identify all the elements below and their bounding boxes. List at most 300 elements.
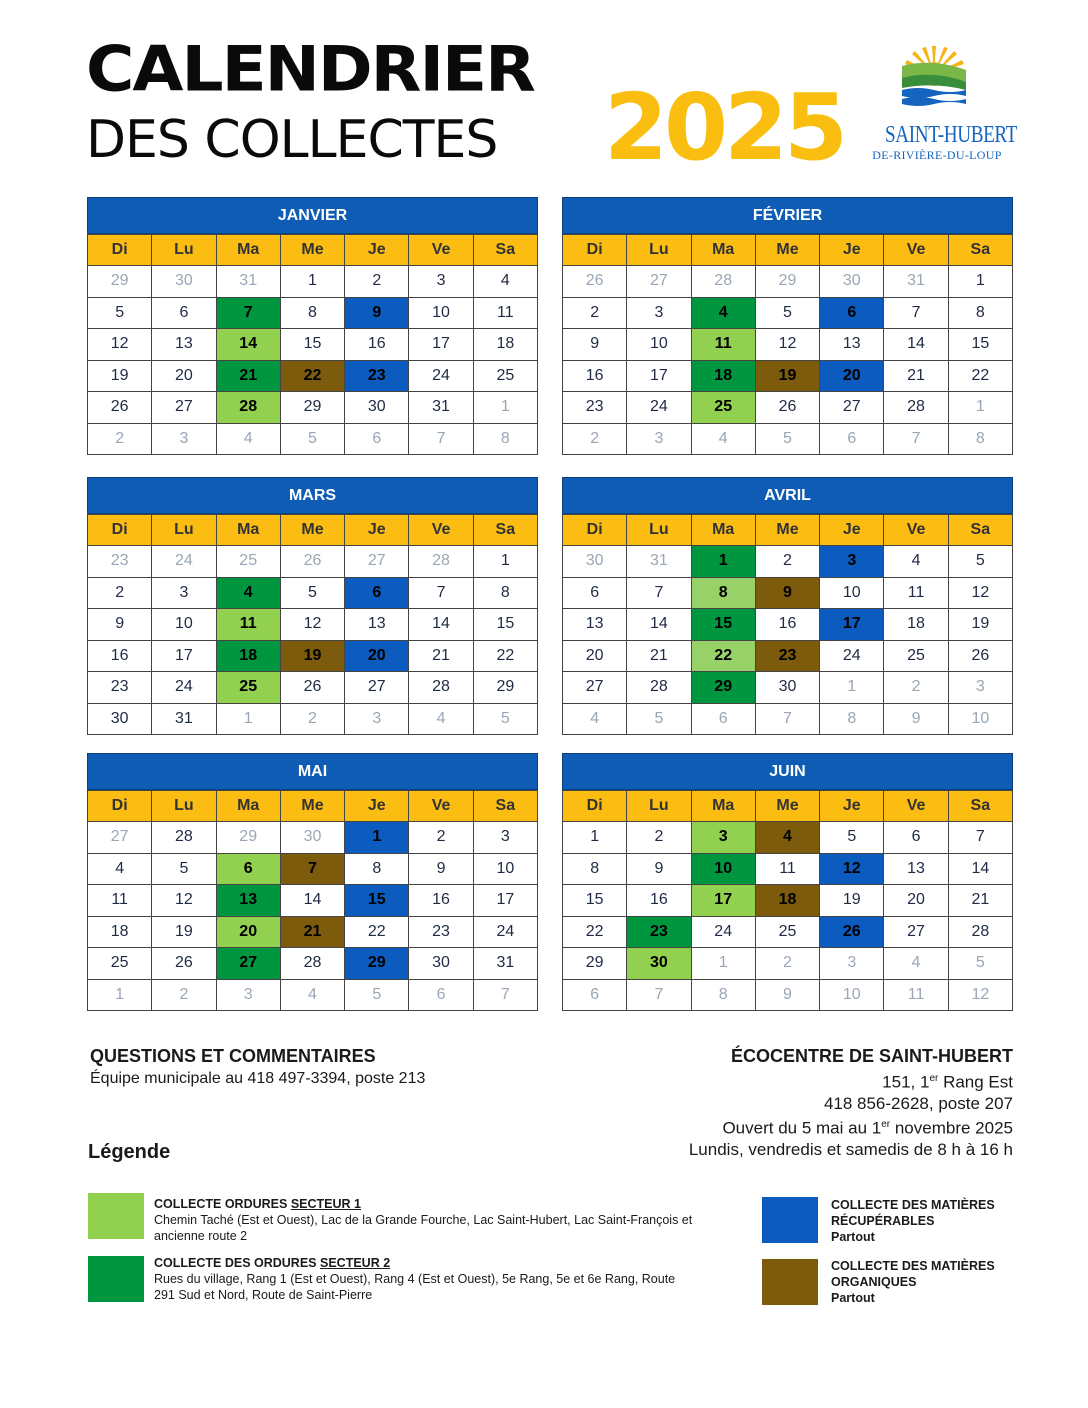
day-cell: 2: [756, 546, 820, 578]
legend-swatch-recuperables: [762, 1197, 818, 1243]
collection-day-cell: 7: [281, 854, 345, 886]
municipality-logo: [872, 44, 1018, 174]
collection-day-cell: 13: [217, 885, 281, 917]
day-cell: 26: [756, 392, 820, 424]
day-cell: 19: [88, 361, 152, 393]
ecocentre-title: ÉCOCENTRE DE SAINT-HUBERT: [730, 1046, 1013, 1066]
weekday-header: Ma: [692, 235, 756, 266]
day-cell: 8: [949, 298, 1013, 330]
day-cell: 7: [409, 578, 473, 610]
day-cell: 3: [627, 424, 691, 456]
day-cell: 30: [345, 392, 409, 424]
day-cell: 30: [281, 822, 345, 854]
day-cell: 25: [884, 641, 948, 673]
day-cell: 21: [627, 641, 691, 673]
day-cell: 27: [152, 392, 216, 424]
day-cell: 7: [756, 704, 820, 736]
weekday-header: Sa: [474, 515, 538, 546]
day-cell: 20: [884, 885, 948, 917]
collection-day-cell: 21: [281, 917, 345, 949]
day-cell: 2: [563, 424, 627, 456]
day-cell: 9: [409, 854, 473, 886]
day-cell: 25: [474, 361, 538, 393]
day-cell: 7: [884, 298, 948, 330]
weekday-header: Me: [756, 791, 820, 822]
day-cell: 29: [563, 948, 627, 980]
page-title-line1: CALENDRIER: [86, 32, 534, 106]
day-cell: 1: [563, 822, 627, 854]
collection-day-cell: 9: [756, 578, 820, 610]
day-cell: 17: [627, 361, 691, 393]
day-cell: 3: [949, 672, 1013, 704]
collection-day-cell: 25: [217, 672, 281, 704]
day-cell: 14: [281, 885, 345, 917]
day-cell: 28: [949, 917, 1013, 949]
day-cell: 25: [217, 546, 281, 578]
day-cell: 6: [563, 980, 627, 1012]
day-cell: 8: [820, 704, 884, 736]
day-cell: 3: [627, 298, 691, 330]
day-cell: 13: [345, 609, 409, 641]
day-cell: 12: [88, 329, 152, 361]
day-cell: 27: [563, 672, 627, 704]
day-cell: 16: [409, 885, 473, 917]
weekday-header: Me: [756, 235, 820, 266]
day-cell: 24: [820, 641, 884, 673]
day-cell: 26: [88, 392, 152, 424]
day-cell: 10: [949, 704, 1013, 736]
weekday-header: Di: [88, 791, 152, 822]
day-cell: 29: [88, 266, 152, 298]
day-cell: 8: [474, 578, 538, 610]
day-cell: 24: [692, 917, 756, 949]
day-cell: 26: [949, 641, 1013, 673]
day-cell: 30: [756, 672, 820, 704]
weekday-header: Ma: [217, 515, 281, 546]
collection-day-cell: 20: [345, 641, 409, 673]
day-cell: 23: [409, 917, 473, 949]
logo-subtitle: DE-RIVIÈRE-DU-LOUP: [872, 148, 1002, 162]
weekday-header: Je: [345, 791, 409, 822]
legend-swatch-organiques: [762, 1259, 818, 1305]
weekday-header: Me: [281, 791, 345, 822]
day-cell: 11: [88, 885, 152, 917]
day-cell: 3: [152, 424, 216, 456]
day-cell: 22: [949, 361, 1013, 393]
day-cell: 30: [152, 266, 216, 298]
day-cell: 5: [949, 948, 1013, 980]
day-cell: 28: [409, 672, 473, 704]
day-cell: 1: [474, 392, 538, 424]
collection-day-cell: 6: [345, 578, 409, 610]
day-cell: 1: [949, 392, 1013, 424]
day-cell: 5: [281, 424, 345, 456]
collection-day-cell: 28: [217, 392, 281, 424]
ecocentre-phone: 418 856-2628, poste 207: [823, 1093, 1013, 1113]
logo-name: SAINT-HUBERT: [885, 122, 1018, 148]
day-cell: 8: [474, 424, 538, 456]
day-cell: 1: [692, 948, 756, 980]
day-cell: 18: [474, 329, 538, 361]
day-cell: 2: [756, 948, 820, 980]
weekday-header: Je: [820, 791, 884, 822]
collection-day-cell: 23: [756, 641, 820, 673]
collection-day-cell: 20: [217, 917, 281, 949]
day-cell: 21: [409, 641, 473, 673]
month-name: JUIN: [562, 753, 1013, 790]
day-cell: 4: [409, 704, 473, 736]
day-cell: 6: [345, 424, 409, 456]
month-calendar: [87, 197, 538, 455]
day-cell: 11: [474, 298, 538, 330]
day-cell: 27: [627, 266, 691, 298]
day-cell: 8: [949, 424, 1013, 456]
day-cell: 8: [563, 854, 627, 886]
collection-day-cell: 12: [820, 854, 884, 886]
day-cell: 27: [88, 822, 152, 854]
day-cell: 14: [949, 854, 1013, 886]
day-cell: 5: [281, 578, 345, 610]
day-cell: 5: [88, 298, 152, 330]
day-cell: 27: [820, 392, 884, 424]
month-name: MAI: [87, 753, 538, 790]
collection-day-cell: 4: [692, 298, 756, 330]
collection-day-cell: 18: [217, 641, 281, 673]
month-grid: [562, 514, 1013, 735]
day-cell: 2: [88, 424, 152, 456]
day-cell: 20: [152, 361, 216, 393]
day-cell: 28: [281, 948, 345, 980]
collection-day-cell: 29: [692, 672, 756, 704]
day-cell: 3: [820, 948, 884, 980]
day-cell: 4: [281, 980, 345, 1012]
day-cell: 21: [949, 885, 1013, 917]
day-cell: 3: [345, 704, 409, 736]
legend-organiques-desc: Partout: [831, 1291, 875, 1305]
collection-day-cell: 11: [217, 609, 281, 641]
weekday-header: Lu: [627, 235, 691, 266]
day-cell: 14: [409, 609, 473, 641]
day-cell: 1: [217, 704, 281, 736]
collection-day-cell: 20: [820, 361, 884, 393]
day-cell: 6: [409, 980, 473, 1012]
day-cell: 6: [563, 578, 627, 610]
day-cell: 26: [563, 266, 627, 298]
day-cell: 4: [217, 424, 281, 456]
questions-contact: Équipe municipale au 418 497-3394, poste 213: [90, 1070, 426, 1087]
weekday-header: Ve: [884, 791, 948, 822]
day-cell: 25: [88, 948, 152, 980]
month-grid: [562, 790, 1013, 1011]
day-cell: 13: [820, 329, 884, 361]
weekday-header: Me: [281, 515, 345, 546]
legend-secteur2: COLLECTE DES ORDURES SECTEUR 2 Rues du village, Rang 1 (Est et Ouest), Rang 4 (Est et Ouest), 5e Rang, 5e et 6e Rang, Route 291 Sud et Nord, Route de Saint-Pierre: [154, 1255, 684, 1303]
month-calendar: [87, 477, 538, 735]
day-cell: 2: [152, 980, 216, 1012]
day-cell: 7: [627, 578, 691, 610]
day-cell: 11: [884, 980, 948, 1012]
day-cell: 1: [281, 266, 345, 298]
collection-day-cell: 17: [820, 609, 884, 641]
day-cell: 26: [152, 948, 216, 980]
collection-day-cell: 18: [756, 885, 820, 917]
collection-day-cell: 23: [345, 361, 409, 393]
month-calendar: [562, 197, 1013, 455]
day-cell: 14: [884, 329, 948, 361]
weekday-header: Lu: [152, 791, 216, 822]
collection-day-cell: 17: [692, 885, 756, 917]
month-grid: [87, 790, 538, 1011]
collection-day-cell: 8: [692, 578, 756, 610]
weekday-header: Ve: [409, 235, 473, 266]
day-cell: 31: [884, 266, 948, 298]
day-cell: 9: [627, 854, 691, 886]
day-cell: 30: [563, 546, 627, 578]
day-cell: 16: [756, 609, 820, 641]
month-calendar: [87, 753, 538, 1011]
collection-day-cell: 23: [627, 917, 691, 949]
day-cell: 4: [884, 948, 948, 980]
month-grid: [87, 234, 538, 455]
ecocentre-address: 151, 1er Rang Est: [882, 1072, 1013, 1092]
day-cell: 17: [474, 885, 538, 917]
day-cell: 16: [345, 329, 409, 361]
collection-day-cell: 14: [217, 329, 281, 361]
day-cell: 19: [949, 609, 1013, 641]
day-cell: 2: [563, 298, 627, 330]
day-cell: 31: [217, 266, 281, 298]
collection-day-cell: 4: [217, 578, 281, 610]
month-name: FÉVRIER: [562, 197, 1013, 234]
day-cell: 2: [627, 822, 691, 854]
day-cell: 27: [345, 546, 409, 578]
collection-day-cell: 10: [692, 854, 756, 886]
weekday-header: Lu: [627, 791, 691, 822]
legend-swatch-secteur2: [88, 1256, 144, 1302]
day-cell: 24: [474, 917, 538, 949]
weekday-header: Ma: [692, 515, 756, 546]
day-cell: 20: [563, 641, 627, 673]
day-cell: 3: [152, 578, 216, 610]
day-cell: 24: [152, 546, 216, 578]
day-cell: 1: [820, 672, 884, 704]
day-cell: 1: [88, 980, 152, 1012]
day-cell: 15: [949, 329, 1013, 361]
day-cell: 5: [756, 298, 820, 330]
day-cell: 30: [820, 266, 884, 298]
day-cell: 16: [88, 641, 152, 673]
weekday-header: Di: [563, 515, 627, 546]
day-cell: 26: [281, 546, 345, 578]
weekday-header: Lu: [152, 235, 216, 266]
day-cell: 12: [949, 578, 1013, 610]
day-cell: 8: [345, 854, 409, 886]
weekday-header: Me: [756, 515, 820, 546]
day-cell: 28: [692, 266, 756, 298]
weekday-header: Je: [345, 515, 409, 546]
day-cell: 12: [152, 885, 216, 917]
day-cell: 10: [820, 578, 884, 610]
legend-secteur1-desc: Chemin Taché (Est et Ouest), Lac de la Grande Fourche, Lac Saint-Hubert, Lac Saint-François et ancienne route 2: [154, 1213, 693, 1243]
day-cell: 4: [692, 424, 756, 456]
day-cell: 17: [409, 329, 473, 361]
day-cell: 28: [884, 392, 948, 424]
day-cell: 23: [88, 546, 152, 578]
legend-swatch-secteur1: [88, 1193, 144, 1239]
day-cell: 14: [627, 609, 691, 641]
day-cell: 7: [474, 980, 538, 1012]
day-cell: 22: [563, 917, 627, 949]
day-cell: 10: [474, 854, 538, 886]
day-cell: 28: [409, 546, 473, 578]
ecocentre-season: Ouvert du 5 mai au 1er novembre 2025: [722, 1118, 1013, 1138]
weekday-header: Ve: [409, 791, 473, 822]
collection-day-cell: 29: [345, 948, 409, 980]
day-cell: 18: [88, 917, 152, 949]
day-cell: 16: [563, 361, 627, 393]
weekday-header: Ve: [409, 515, 473, 546]
day-cell: 2: [281, 704, 345, 736]
day-cell: 4: [88, 854, 152, 886]
day-cell: 7: [884, 424, 948, 456]
day-cell: 3: [409, 266, 473, 298]
day-cell: 26: [281, 672, 345, 704]
day-cell: 5: [756, 424, 820, 456]
day-cell: 6: [884, 822, 948, 854]
day-cell: 8: [692, 980, 756, 1012]
collection-day-cell: 15: [692, 609, 756, 641]
day-cell: 29: [756, 266, 820, 298]
day-cell: 31: [152, 704, 216, 736]
day-cell: 27: [345, 672, 409, 704]
collection-day-cell: 6: [217, 854, 281, 886]
day-cell: 6: [820, 424, 884, 456]
page-title-line2: DES COLLECTES: [86, 110, 498, 170]
day-cell: 2: [884, 672, 948, 704]
day-cell: 7: [949, 822, 1013, 854]
month-name: MARS: [87, 477, 538, 514]
day-cell: 6: [692, 704, 756, 736]
weekday-header: Lu: [152, 515, 216, 546]
legend-recuperables-desc: Partout: [831, 1230, 875, 1244]
collection-day-cell: 22: [281, 361, 345, 393]
day-cell: 22: [345, 917, 409, 949]
day-cell: 8: [281, 298, 345, 330]
collection-day-cell: 6: [820, 298, 884, 330]
collection-day-cell: 11: [692, 329, 756, 361]
day-cell: 29: [281, 392, 345, 424]
day-cell: 17: [152, 641, 216, 673]
day-cell: 10: [820, 980, 884, 1012]
weekday-header: Je: [820, 515, 884, 546]
day-cell: 10: [627, 329, 691, 361]
day-cell: 5: [949, 546, 1013, 578]
day-cell: 24: [627, 392, 691, 424]
weekday-header: Ve: [884, 235, 948, 266]
day-cell: 19: [152, 917, 216, 949]
collection-day-cell: 1: [345, 822, 409, 854]
day-cell: 4: [563, 704, 627, 736]
day-cell: 1: [949, 266, 1013, 298]
collection-day-cell: 19: [756, 361, 820, 393]
sun-waves-icon: [902, 44, 966, 110]
collection-day-cell: 21: [217, 361, 281, 393]
weekday-header: Ve: [884, 515, 948, 546]
day-cell: 2: [409, 822, 473, 854]
day-cell: 31: [627, 546, 691, 578]
day-cell: 3: [217, 980, 281, 1012]
legend-title: Légende: [88, 1141, 171, 1163]
day-cell: 23: [563, 392, 627, 424]
weekday-header: Sa: [949, 235, 1013, 266]
collection-day-cell: 7: [217, 298, 281, 330]
day-cell: 15: [563, 885, 627, 917]
day-cell: 9: [563, 329, 627, 361]
month-name: AVRIL: [562, 477, 1013, 514]
collection-day-cell: 27: [217, 948, 281, 980]
day-cell: 29: [217, 822, 281, 854]
day-cell: 27: [884, 917, 948, 949]
ecocentre-info: [689, 1046, 1013, 1161]
day-cell: 13: [884, 854, 948, 886]
day-cell: 29: [474, 672, 538, 704]
day-cell: 9: [884, 704, 948, 736]
collection-day-cell: 4: [756, 822, 820, 854]
day-cell: 2: [345, 266, 409, 298]
questions-title: QUESTIONS ET COMMENTAIRES: [90, 1046, 376, 1066]
day-cell: 5: [627, 704, 691, 736]
day-cell: 7: [627, 980, 691, 1012]
day-cell: 15: [474, 609, 538, 641]
day-cell: 18: [884, 609, 948, 641]
day-cell: 11: [884, 578, 948, 610]
day-cell: 24: [152, 672, 216, 704]
weekday-header: Je: [820, 235, 884, 266]
collection-day-cell: 30: [627, 948, 691, 980]
collection-day-cell: 3: [820, 546, 884, 578]
day-cell: 4: [884, 546, 948, 578]
collection-day-cell: 3: [692, 822, 756, 854]
month-calendar: [562, 753, 1013, 1011]
day-cell: 12: [756, 329, 820, 361]
day-cell: 9: [756, 980, 820, 1012]
day-cell: 2: [88, 578, 152, 610]
day-cell: 13: [563, 609, 627, 641]
legend-recuperables: COLLECTE DES MATIÈRES RÉCUPÉRABLES Partout: [831, 1197, 1021, 1245]
day-cell: 19: [820, 885, 884, 917]
weekday-header: Sa: [949, 515, 1013, 546]
day-cell: 30: [409, 948, 473, 980]
day-cell: 4: [474, 266, 538, 298]
day-cell: 16: [627, 885, 691, 917]
weekday-header: Lu: [627, 515, 691, 546]
day-cell: 10: [152, 609, 216, 641]
day-cell: 5: [474, 704, 538, 736]
day-cell: 28: [627, 672, 691, 704]
day-cell: 12: [281, 609, 345, 641]
weekday-header: Sa: [474, 235, 538, 266]
weekday-header: Sa: [474, 791, 538, 822]
day-cell: 7: [409, 424, 473, 456]
day-cell: 3: [474, 822, 538, 854]
legend-secteur2-desc: Rues du village, Rang 1 (Est et Ouest), Rang 4 (Est et Ouest), 5e Rang, 5e et 6e Rang, Route 291 Sud et Nord, Route de Saint-Pierre: [154, 1272, 676, 1302]
legend-secteur1: COLLECTE ORDURES SECTEUR 1 Chemin Taché (Est et Ouest), Lac de la Grande Fourche, Lac Saint-Hubert, Lac Saint-François et ancienne route 2: [154, 1196, 724, 1244]
day-cell: 21: [884, 361, 948, 393]
collection-day-cell: 22: [692, 641, 756, 673]
weekday-header: Sa: [949, 791, 1013, 822]
day-cell: 31: [409, 392, 473, 424]
day-cell: 22: [474, 641, 538, 673]
